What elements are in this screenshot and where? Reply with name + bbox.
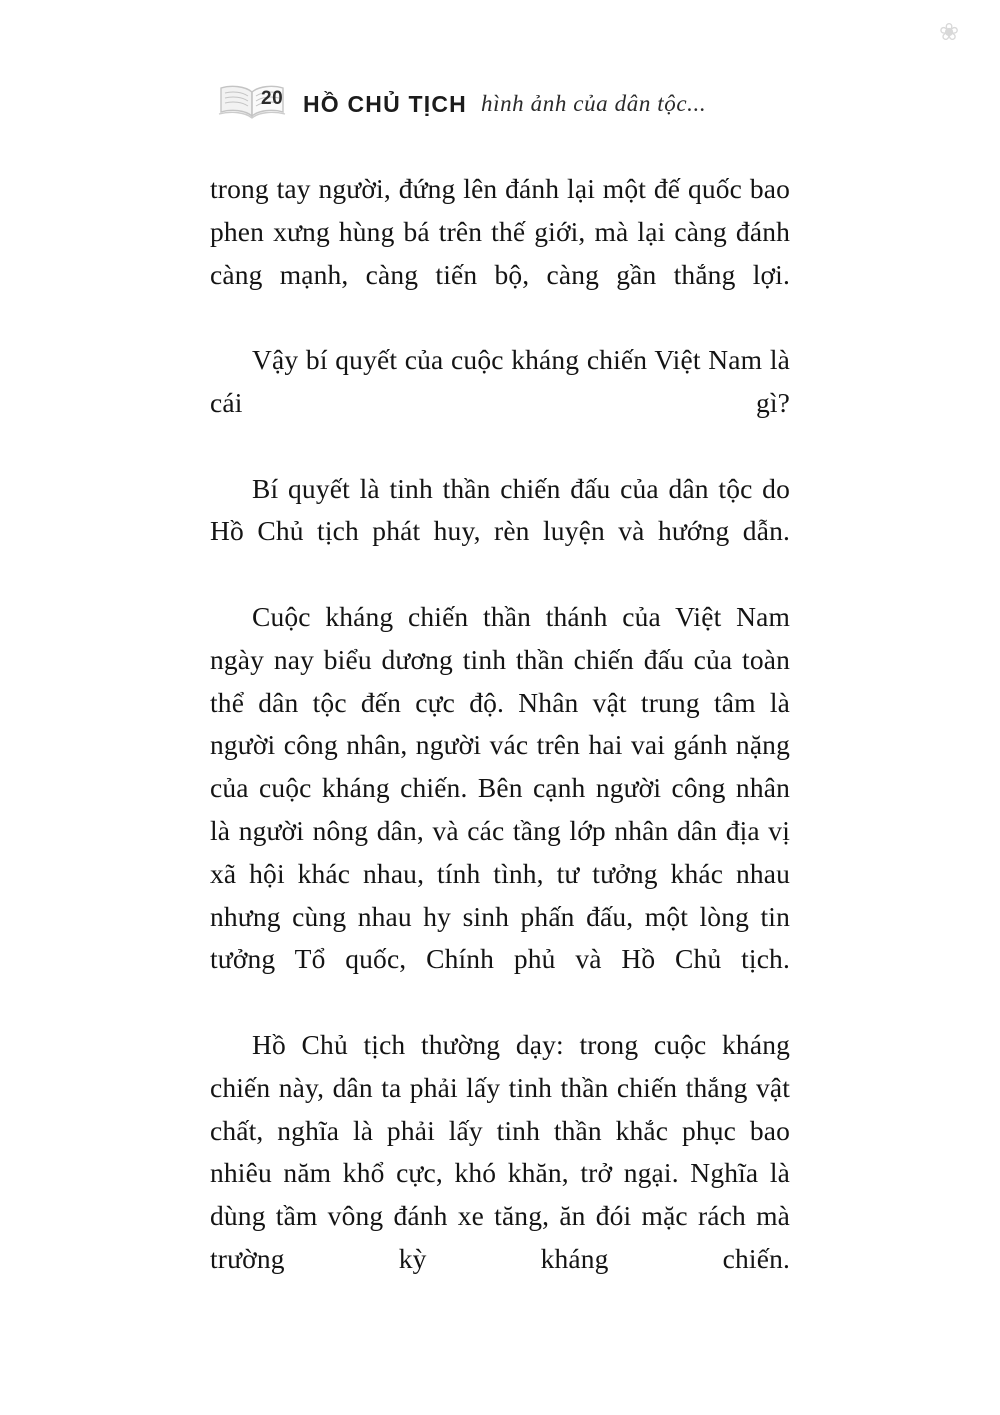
page-title: HỒ CHỦ TỊCH xyxy=(303,90,467,117)
page-subtitle: hình ảnh của dân tộc... xyxy=(480,91,707,116)
open-book-icon xyxy=(215,82,289,126)
paragraph: Cuộc kháng chiến thần thánh của Việt Nam ngày nay biểu dương tinh thần chiến đấu của toàn thể dân tộc đến cực độ. Nhân vật trung tâm là người công nhân, người vác trên hai vai gánh nặng của cuộc kháng chiến. Bên cạnh người công nhân là người nông dân, và các tầng lớp nhân dân địa vị xã hội khác nhau, tính tình, tư tưởng khác nhau nhưng cùng nhau hy sinh phấn đấu, một lòng tin tưởng Tổ quốc, Chính phủ và Hồ Chủ tịch. xyxy=(210,600,790,975)
flower-ornament-icon: ❀ xyxy=(938,20,960,46)
paragraph: Hồ Chủ tịch thường dạy: trong cuộc kháng chiến này, dân ta phải lấy tinh thần chiến thắng vật chất, nghĩa là phải lấy tinh thần khắc phục bao nhiêu năm khổ cực, khó khăn, trở ngại. Nghĩa là dùng tầm vông đánh xe tăng, ăn đói mặc rách mà trường kỳ kháng chiến. xyxy=(210,1028,790,1274)
paragraph: Bí quyết là tinh thần chiến đấu của dân tộc do Hồ Chủ tịch phát huy, rèn luyện và hướng dẫn. xyxy=(210,472,790,547)
body-text xyxy=(210,168,790,1324)
paragraph: trong tay người, đứng lên đánh lại một đế quốc bao phen xưng hùng bá trên thế giới, mà lại càng đánh càng mạnh, càng tiến bộ, càng gần thắng lợi. xyxy=(210,173,790,290)
paragraph: Vậy bí quyết của cuộc kháng chiến Việt Nam là cái gì? xyxy=(210,344,790,418)
running-head xyxy=(215,78,785,130)
page-number: 20 xyxy=(261,88,284,109)
